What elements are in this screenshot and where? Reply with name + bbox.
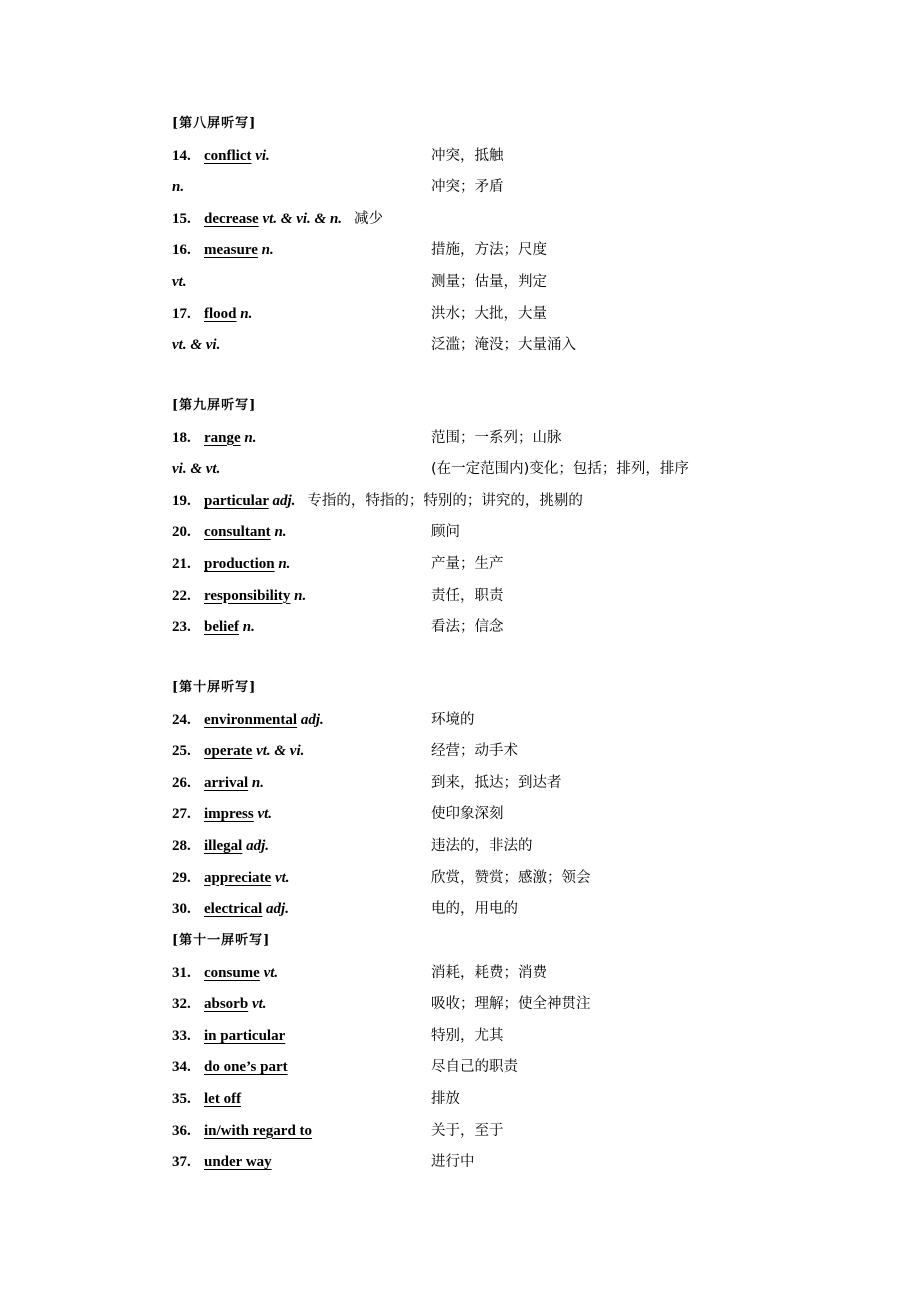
part-of-speech: vt. (274, 869, 290, 886)
part-of-speech: vt. & vi. (172, 337, 221, 354)
vocab-entry (172, 176, 504, 198)
headword: let off (204, 1091, 242, 1107)
vocab-entry (172, 993, 591, 1015)
meaning: 专指的，特指的；特别的；讲究的，挑剔的 (307, 492, 583, 509)
entry-number: 32. (172, 996, 191, 1013)
vocab-entry (172, 145, 504, 167)
meaning: 看法；信念 (431, 619, 504, 636)
entry-number: 22. (172, 587, 191, 604)
vocab-entry (172, 709, 475, 731)
meaning: 产量；生产 (431, 556, 504, 572)
vocab-entry (172, 772, 562, 794)
meaning: 电的，用电的 (431, 901, 518, 918)
meaning: 使印象深刻 (431, 806, 504, 823)
entry-number: 29. (172, 869, 191, 886)
meaning: 到来，抵达；到达者 (431, 774, 562, 791)
entry-number: 19. (172, 492, 191, 509)
entry-number: 27. (172, 806, 191, 823)
headword: particular (204, 492, 269, 509)
meaning: 洪水；大批，大量 (431, 305, 547, 322)
entry-number: 17. (172, 305, 191, 322)
headword: measure (204, 242, 258, 259)
entry-number: 21. (172, 556, 191, 572)
entry-number: 26. (172, 774, 191, 791)
headword: under way (204, 1154, 272, 1171)
meaning: 尽自己的职责 (431, 1059, 518, 1076)
entry-number: 34. (172, 1059, 191, 1076)
entry-number: 35. (172, 1091, 191, 1107)
entry-number: 31. (172, 964, 191, 981)
entry-number: 24. (172, 711, 191, 728)
headword: absorb (204, 996, 249, 1013)
part-of-speech: n. (278, 556, 291, 572)
entry-number: 30. (172, 901, 191, 918)
part-of-speech: adj. (246, 838, 269, 854)
section-heading: [第十一屏听写] (172, 933, 271, 948)
meaning: 测量；估量，判定 (431, 274, 547, 290)
headword: electrical (204, 901, 263, 918)
part-of-speech: n. (294, 587, 307, 604)
headword: flood (204, 305, 237, 322)
meaning: 吸收；理解；使全神贯注 (431, 996, 591, 1013)
section-heading: [第九屏听写] (172, 398, 257, 413)
entry-number: 16. (172, 242, 191, 259)
headword: do one’s part (204, 1059, 288, 1076)
headword: illegal (204, 838, 243, 854)
part-of-speech: vt. (172, 274, 187, 290)
headword: range (204, 429, 241, 446)
meaning: 顾问 (431, 524, 460, 541)
meaning: 减少 (354, 210, 384, 227)
part-of-speech: adj. (272, 492, 296, 509)
entry-number: 36. (172, 1122, 191, 1139)
headword: production (204, 556, 275, 572)
vocab-entry (172, 521, 460, 543)
meaning: 措施，方法；尺度 (431, 242, 547, 259)
headword: environmental (204, 711, 298, 728)
meaning: (在一定范围内)变化；包括；排列，排序 (431, 461, 689, 478)
entry-number: 28. (172, 838, 191, 854)
vocab-entry (172, 334, 576, 356)
headword: in particular (204, 1027, 286, 1044)
part-of-speech: n. (242, 619, 255, 636)
meaning: 责任，职责 (431, 587, 504, 604)
vocab-entry (172, 1151, 475, 1173)
part-of-speech: adj. (266, 901, 289, 918)
meaning: 消耗，耗费；消费 (431, 964, 547, 981)
vocab-entry (172, 1120, 504, 1142)
part-of-speech: n. (274, 524, 287, 541)
vocab-entry (172, 303, 547, 325)
meaning: 进行中 (431, 1154, 475, 1171)
vocab-entry (172, 962, 547, 984)
meaning: 关于，至于 (431, 1122, 504, 1139)
headword: decrease (204, 210, 259, 227)
part-of-speech: vi. & vt. (172, 461, 221, 478)
headword: consume (204, 964, 260, 981)
meaning: 环境的 (431, 711, 475, 728)
meaning: 违法的，非法的 (431, 838, 533, 854)
meaning: 特别，尤其 (431, 1027, 504, 1044)
entry-number: 18. (172, 429, 191, 446)
meaning: 泛滥；淹没；大量涌入 (431, 337, 576, 354)
headword: belief (204, 619, 239, 636)
vocab-entry (172, 458, 689, 480)
vocab-entry (172, 585, 504, 607)
part-of-speech: n. (251, 774, 264, 791)
vocab-entry (172, 740, 518, 762)
vocab-entry (172, 490, 583, 512)
meaning: 范围；一系列；山脉 (431, 429, 562, 446)
part-of-speech: adj. (300, 711, 324, 728)
vocab-entry (172, 239, 547, 261)
part-of-speech: vt. (257, 806, 273, 823)
part-of-speech: vt. (251, 996, 267, 1013)
headword: responsibility (204, 587, 291, 604)
vocab-entry (172, 1025, 504, 1047)
part-of-speech: vi. (255, 147, 270, 164)
vocab-entry (172, 867, 591, 889)
headword: consultant (204, 524, 271, 541)
headword: operate (204, 743, 253, 760)
vocab-entry (172, 553, 504, 575)
part-of-speech: vt. & vi. & n. (262, 210, 343, 227)
vocab-entry (172, 835, 533, 857)
meaning: 经营；动手术 (431, 743, 518, 760)
vocab-entry (172, 898, 518, 920)
entry-number: 33. (172, 1027, 191, 1044)
entry-number: 14. (172, 147, 191, 164)
meaning: 欣赏，赞赏；感激；领会 (431, 869, 591, 886)
entry-number: 37. (172, 1154, 191, 1171)
headword: impress (204, 806, 254, 823)
part-of-speech: n. (261, 242, 274, 259)
vocab-entry (172, 1056, 518, 1078)
meaning: 排放 (431, 1091, 460, 1107)
section-heading: [第十屏听写] (172, 680, 257, 695)
entry-number: 23. (172, 619, 191, 636)
headword: arrival (204, 774, 249, 791)
meaning: 冲突；矛盾 (431, 179, 504, 196)
part-of-speech: n. (240, 305, 253, 322)
entry-number: 20. (172, 524, 191, 541)
headword: conflict (204, 147, 252, 164)
headword: in/with regard to (204, 1122, 313, 1139)
vocab-entry (172, 803, 504, 825)
section-heading: [第八屏听写] (172, 116, 257, 131)
vocab-entry (172, 1088, 460, 1110)
entry-number: 15. (172, 210, 191, 227)
part-of-speech: n. (172, 179, 185, 196)
vocab-entry (172, 427, 562, 449)
meaning: 冲突，抵触 (431, 147, 504, 164)
part-of-speech: n. (244, 429, 257, 446)
vocab-entry (172, 208, 383, 230)
entry-number: 25. (172, 743, 191, 760)
part-of-speech: vt. (263, 964, 279, 981)
vocab-entry (172, 616, 504, 638)
part-of-speech: vt. & vi. (256, 743, 305, 760)
vocab-entry (172, 271, 547, 293)
headword: appreciate (204, 869, 272, 886)
